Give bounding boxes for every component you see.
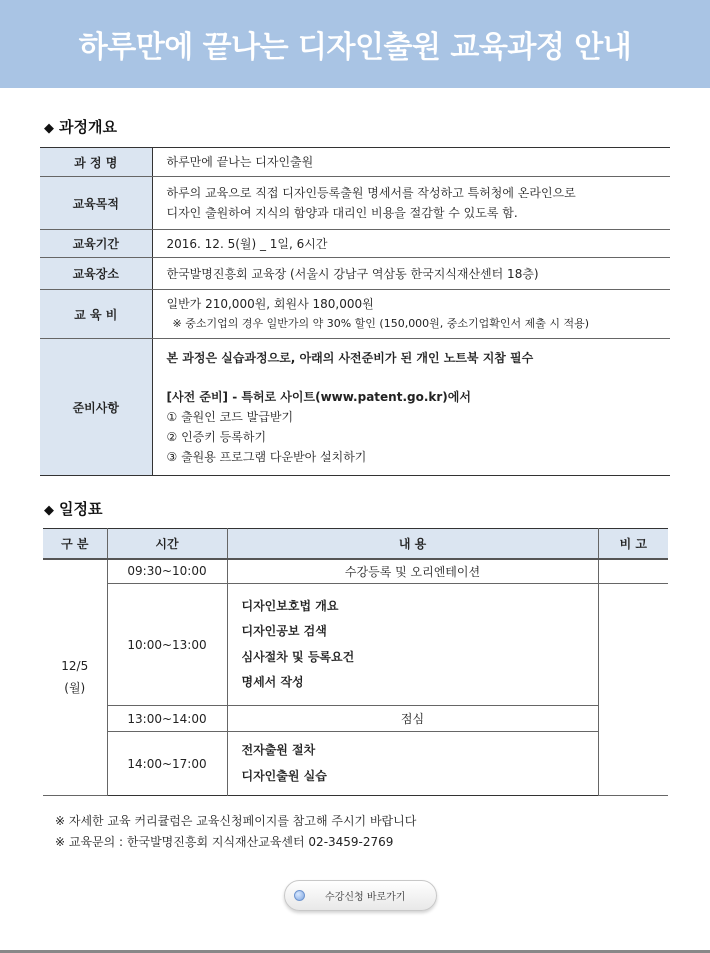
overview-heading: ◆ 과정개요 — [44, 118, 117, 136]
time-cell: 13:00~14:00 — [107, 706, 227, 732]
table-row — [43, 584, 668, 706]
apply-button-label: 수강신청 바로가기 — [325, 892, 406, 903]
content-cell: 수강등록 및 오리엔테이션 — [227, 559, 598, 584]
list-item: 디자인공보 검색 — [241, 624, 327, 638]
column-header: 구 분 — [43, 529, 107, 559]
footer-notes — [55, 811, 416, 853]
discount-note: ※ 중소기업의 경우 일반가의 약 30% 할인 (150,000원, 중소기업확인서 제출 시 적용) — [172, 317, 590, 330]
row-label: 과 정 명 — [40, 148, 152, 177]
table-row — [40, 230, 670, 258]
list-item: ① 출원인 코드 발급받기 — [166, 409, 294, 424]
page-title: 하루만에 끝나는 디자인출원 교육과정 안내 — [78, 30, 632, 65]
schedule-heading: ◆ 일정표 — [44, 500, 103, 518]
column-header: 내 용 — [227, 529, 598, 559]
header-banner — [0, 0, 710, 88]
preparation-headline: 본 과정은 실습과정으로, 아래의 사전준비가 된 개인 노트북 지참 필수 — [166, 350, 534, 365]
purpose-value: 하루의 교육으로 직접 디자인등록출원 명세서를 작성하고 특허청에 온라인으로 디자인 출원하여 지식의 함양과 대리인 비용을 절감할 수 있도록 함. — [152, 177, 670, 230]
location-value: 한국발명진흥회 교육장 (서울시 강남구 역삼동 한국지식재산센터 18층) — [152, 258, 670, 290]
row-label: 교육목적 — [40, 177, 152, 230]
column-header: 시간 — [107, 529, 227, 559]
time-cell: 09:30~10:00 — [107, 559, 227, 584]
table-row — [40, 177, 670, 230]
diamond-bullet-icon: ◆ — [44, 503, 54, 518]
table-row — [43, 559, 668, 584]
row-label: 교육기간 — [40, 230, 152, 258]
table-row — [43, 732, 668, 796]
contact-note: ※ 교육문의 : 한국발명진흥회 지식재산교육센터 02-3459-2769 — [55, 835, 394, 849]
list-item: 디자인출원 실습 — [241, 768, 327, 783]
list-item: 명세서 작성 — [241, 675, 304, 689]
table-row — [40, 339, 670, 476]
row-label: 준비사항 — [40, 339, 152, 476]
list-item: 전자출원 절차 — [241, 743, 316, 757]
table-row — [40, 290, 670, 339]
diamond-bullet-icon: ◆ — [44, 121, 54, 136]
preparation-value — [152, 339, 670, 476]
remarks-cell — [598, 584, 668, 796]
apply-button[interactable] — [284, 880, 437, 911]
list-item: ③ 출원용 프로그램 다운받아 설치하기 — [166, 449, 367, 464]
row-label: 교 육 비 — [40, 290, 152, 339]
content-cell — [227, 584, 598, 706]
period-value: 2016. 12. 5(월) _ 1일, 6시간 — [152, 230, 670, 258]
schedule-table — [43, 528, 668, 796]
table-row — [40, 148, 670, 177]
content-cell — [227, 732, 598, 796]
content-cell: 점심 — [227, 706, 598, 732]
overview-table — [40, 147, 670, 476]
day-cell: 12/5 (월) — [43, 559, 107, 796]
header-row — [43, 529, 668, 559]
list-item: 심사절차 및 등록요건 — [241, 649, 355, 664]
time-cell: 14:00~17:00 — [107, 732, 227, 796]
list-item: 디자인보호법 개요 — [241, 598, 339, 613]
circle-bullet-icon — [294, 890, 305, 901]
preparation-title: [사전 준비] - 특허로 사이트(www.patent.go.kr)에서 — [166, 389, 471, 404]
curriculum-note: ※ 자세한 교육 커리큘럼은 교육신청페이지를 참고해 주시기 바랍니다 — [55, 814, 417, 828]
time-cell: 10:00~13:00 — [107, 584, 227, 706]
table-row — [43, 706, 668, 732]
column-header: 비 고 — [598, 529, 668, 559]
fee-value: 일반가 210,000원, 회원사 180,000원 ※ 중소기업의 경우 일반가의 약 30% 할인 (150,000원, 중소기업확인서 제출 시 적용) — [152, 290, 670, 339]
table-row — [40, 258, 670, 290]
row-label: 교육장소 — [40, 258, 152, 290]
remarks-cell — [598, 559, 668, 584]
list-item: ② 인증키 등록하기 — [166, 429, 267, 444]
course-name-value: 하루만에 끝나는 디자인출원 — [152, 148, 670, 177]
